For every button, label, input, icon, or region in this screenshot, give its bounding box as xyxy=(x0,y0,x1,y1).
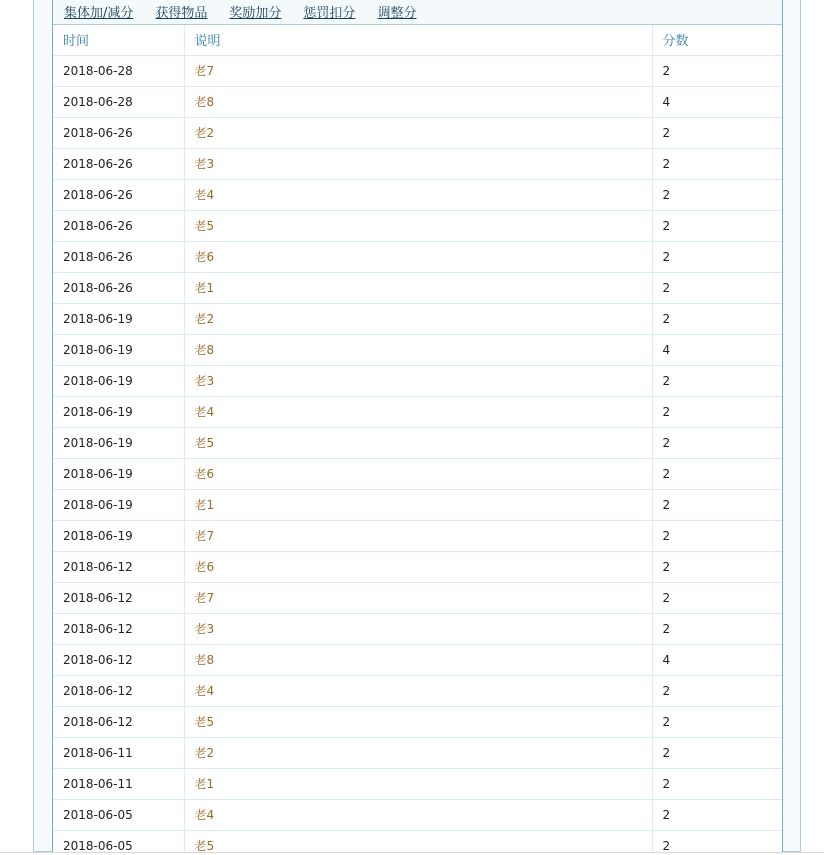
row-score: 2 xyxy=(652,427,783,458)
row-description: 老2 xyxy=(184,303,652,334)
table-row xyxy=(53,582,783,613)
tab-items-obtained[interactable]: 获得物品 xyxy=(155,6,208,21)
row-description: 老1 xyxy=(184,272,652,303)
row-date: 2018-06-11 xyxy=(53,768,184,799)
row-date: 2018-06-26 xyxy=(53,148,184,179)
row-date: 2018-06-26 xyxy=(53,272,184,303)
row-description: 老8 xyxy=(184,644,652,675)
row-score: 2 xyxy=(652,520,783,551)
row-description: 老3 xyxy=(184,365,652,396)
row-date: 2018-06-19 xyxy=(53,303,184,334)
column-header-time: 时间 xyxy=(53,25,184,55)
row-description: 老7 xyxy=(184,55,652,86)
row-date: 2018-06-19 xyxy=(53,458,184,489)
row-score: 2 xyxy=(652,489,783,520)
score-table xyxy=(53,25,783,852)
row-description: 老5 xyxy=(184,830,652,852)
table-row xyxy=(53,396,783,427)
row-description: 老4 xyxy=(184,396,652,427)
row-date: 2018-06-26 xyxy=(53,241,184,272)
row-description: 老2 xyxy=(184,117,652,148)
row-description: 老1 xyxy=(184,489,652,520)
score-panel xyxy=(52,0,783,852)
row-score: 2 xyxy=(652,458,783,489)
table-body xyxy=(53,55,783,852)
row-score: 2 xyxy=(652,613,783,644)
row-description: 老6 xyxy=(184,551,652,582)
row-description: 老8 xyxy=(184,86,652,117)
row-date: 2018-06-12 xyxy=(53,644,184,675)
row-description: 老4 xyxy=(184,799,652,830)
table-row xyxy=(53,117,783,148)
table-row xyxy=(53,179,783,210)
table-row xyxy=(53,148,783,179)
row-description: 老5 xyxy=(184,706,652,737)
row-date: 2018-06-12 xyxy=(53,551,184,582)
row-description: 老8 xyxy=(184,334,652,365)
row-date: 2018-06-26 xyxy=(53,117,184,148)
row-score: 2 xyxy=(652,768,783,799)
row-score: 2 xyxy=(652,799,783,830)
row-score: 2 xyxy=(652,272,783,303)
table-row xyxy=(53,303,783,334)
table-row xyxy=(53,272,783,303)
row-description: 老4 xyxy=(184,179,652,210)
tab-penalty-points[interactable]: 惩罚扣分 xyxy=(303,6,356,21)
row-score: 2 xyxy=(652,582,783,613)
row-date: 2018-06-12 xyxy=(53,613,184,644)
row-description: 老6 xyxy=(184,241,652,272)
row-score: 4 xyxy=(652,334,783,365)
row-date: 2018-06-12 xyxy=(53,675,184,706)
table-row xyxy=(53,799,783,830)
row-score: 2 xyxy=(652,303,783,334)
table-row xyxy=(53,489,783,520)
table-row xyxy=(53,458,783,489)
table-row xyxy=(53,427,783,458)
table-row xyxy=(53,520,783,551)
row-description: 老3 xyxy=(184,613,652,644)
row-score: 4 xyxy=(652,86,783,117)
table-row xyxy=(53,55,783,86)
row-date: 2018-06-19 xyxy=(53,489,184,520)
column-header-description: 说明 xyxy=(184,25,652,55)
category-tabs xyxy=(53,0,782,25)
row-score: 2 xyxy=(652,55,783,86)
column-header-score: 分数 xyxy=(652,25,783,55)
row-date: 2018-06-26 xyxy=(53,210,184,241)
row-description: 老2 xyxy=(184,737,652,768)
row-date: 2018-06-19 xyxy=(53,520,184,551)
row-description: 老3 xyxy=(184,148,652,179)
tab-reward-points[interactable]: 奖励加分 xyxy=(229,6,282,21)
row-description: 老1 xyxy=(184,768,652,799)
table-row xyxy=(53,737,783,768)
row-date: 2018-06-26 xyxy=(53,179,184,210)
table-row xyxy=(53,551,783,582)
row-score: 2 xyxy=(652,830,783,852)
row-score: 2 xyxy=(652,675,783,706)
table-row xyxy=(53,210,783,241)
row-date: 2018-06-19 xyxy=(53,427,184,458)
row-description: 老5 xyxy=(184,210,652,241)
row-score: 2 xyxy=(652,148,783,179)
row-score: 2 xyxy=(652,396,783,427)
row-score: 2 xyxy=(652,179,783,210)
table-row xyxy=(53,241,783,272)
page-frame xyxy=(33,0,801,852)
row-description: 老7 xyxy=(184,582,652,613)
table-row xyxy=(53,86,783,117)
row-date: 2018-06-12 xyxy=(53,706,184,737)
table-row xyxy=(53,334,783,365)
row-date: 2018-06-19 xyxy=(53,365,184,396)
row-score: 2 xyxy=(652,706,783,737)
row-description: 老7 xyxy=(184,520,652,551)
table-row xyxy=(53,644,783,675)
row-date: 2018-06-11 xyxy=(53,737,184,768)
table-header-row xyxy=(53,25,783,55)
row-description: 老4 xyxy=(184,675,652,706)
row-date: 2018-06-05 xyxy=(53,830,184,852)
table-row xyxy=(53,706,783,737)
table-row xyxy=(53,365,783,396)
row-date: 2018-06-28 xyxy=(53,86,184,117)
row-score: 2 xyxy=(652,551,783,582)
row-date: 2018-06-19 xyxy=(53,396,184,427)
row-description: 老6 xyxy=(184,458,652,489)
row-date: 2018-06-19 xyxy=(53,334,184,365)
row-score: 2 xyxy=(652,365,783,396)
row-description: 老5 xyxy=(184,427,652,458)
row-score: 2 xyxy=(652,737,783,768)
row-score: 4 xyxy=(652,644,783,675)
row-score: 2 xyxy=(652,210,783,241)
table-row xyxy=(53,613,783,644)
row-date: 2018-06-05 xyxy=(53,799,184,830)
table-row xyxy=(53,830,783,852)
table-row xyxy=(53,768,783,799)
row-score: 2 xyxy=(652,117,783,148)
tab-group-score[interactable]: 集体加/减分 xyxy=(64,6,134,21)
row-date: 2018-06-12 xyxy=(53,582,184,613)
table-row xyxy=(53,675,783,706)
page-bottom-border xyxy=(0,852,824,853)
row-date: 2018-06-28 xyxy=(53,55,184,86)
row-score: 2 xyxy=(652,241,783,272)
tab-adjust-points[interactable]: 调整分 xyxy=(377,6,417,21)
